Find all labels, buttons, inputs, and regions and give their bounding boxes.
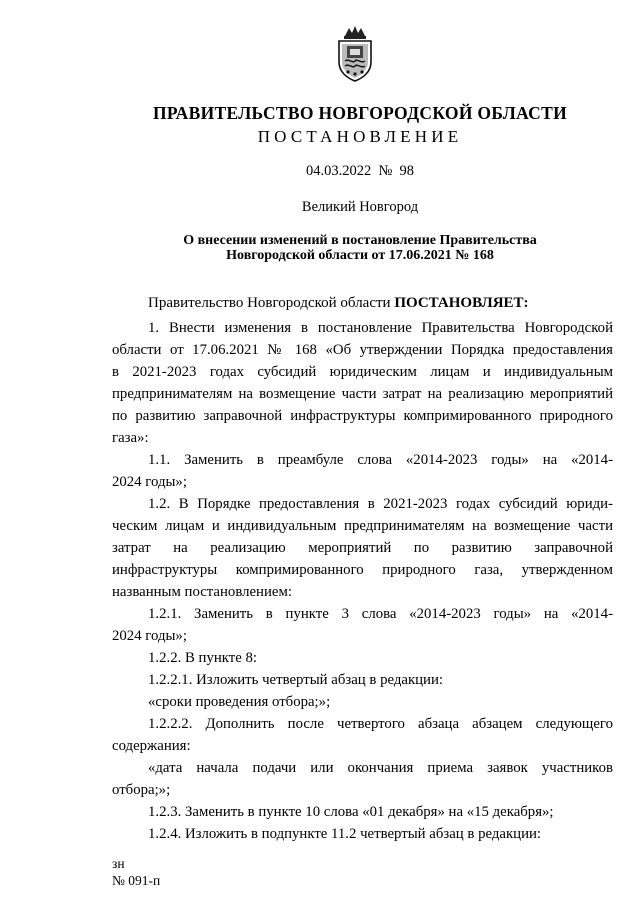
body-line: ческим лицам и индивидуальным предпринимателям на возмещение части — [112, 518, 613, 534]
body-line: 2024 годы»; — [112, 474, 187, 490]
body-line: газа»: — [112, 430, 149, 446]
document-date: 04.03.2022 — [305, 163, 372, 179]
body-line: 1. Внести изменения в постановление Правительства Новгородской — [148, 320, 613, 336]
document-type: ПОСТАНОВЛЕНИЕ — [257, 127, 463, 146]
footer-reference — [112, 855, 160, 889]
body-line: отбора;»; — [112, 782, 171, 798]
novgorod-coat-of-arms-icon — [333, 24, 377, 82]
subject-line-2: Новгородской области от 17.06.2021 № 168 — [226, 248, 494, 263]
body-line: 1.2.2.1. Изложить четвертый абзац в редакции: — [148, 672, 443, 688]
city: Великий Новгород — [301, 199, 419, 215]
document-number: 98 — [399, 163, 415, 179]
number-sign: № — [378, 163, 393, 179]
body-line: названным постановлением: — [112, 584, 292, 600]
preamble-emphasis: ПОСТАНОВЛЯЕТ: — [394, 295, 529, 311]
body-line: 1.2.2.2. Дополнить после четвертого абзаца абзацем следующего — [148, 716, 613, 732]
body-line: предпринимателям на возмещение части затрат на реализацию мероприятий — [112, 386, 613, 402]
body-line: 1.2.1. Заменить в пункте 3 слова «2014-2023 годы» на «2014- — [148, 606, 613, 622]
body-line: 1.2.4. Изложить в подпункте 11.2 четвертый абзац в редакции: — [148, 826, 542, 842]
body-line: 1.2.2. В пункте 8: — [148, 650, 258, 666]
body-line: инфраструктуры компримированного природного газа, утвержденном — [112, 562, 613, 578]
body-line: затрат на реализацию мероприятий по развитию заправочной — [112, 540, 613, 556]
subject-line-1: О внесении изменений в постановление Правительства — [183, 233, 537, 248]
body-line: «дата начала подачи или окончания приема заявок участников — [148, 760, 613, 776]
preamble — [148, 295, 529, 312]
organization-title: ПРАВИТЕЛЬСТВО НОВГОРОДСКОЙ ОБЛАСТИ — [153, 103, 567, 123]
body-line: содержания: — [112, 738, 191, 754]
body-line: области от 17.06.2021 № 168 «Об утверждении Порядка предоставления — [112, 342, 613, 358]
body-line: «сроки проведения отбора;»; — [148, 694, 331, 710]
body-line: 1.1. Заменить в преамбуле слова «2014-2023 годы» на «2014- — [148, 452, 613, 468]
body-line: 1.2.3. Заменить в пункте 10 слова «01 декабря» на «15 декабря»; — [148, 804, 554, 820]
document-subject — [120, 233, 600, 263]
body-line: 2024 годы»; — [112, 628, 187, 644]
body-line: по развитию заправочной инфраструктуры компримированного природного — [112, 408, 613, 424]
footer-code: № 091-п — [112, 873, 161, 888]
date-number-line — [0, 163, 640, 180]
preamble-text: Правительство Новгородской области — [148, 295, 395, 311]
body-line: 1.2. В Порядке предоставления в 2021-2023 годах субсидий юриди- — [148, 496, 613, 512]
footer-initials: зн — [112, 856, 125, 871]
body-line: в 2021-2023 годах субсидий юридическим лицам и индивидуальным — [112, 364, 613, 380]
